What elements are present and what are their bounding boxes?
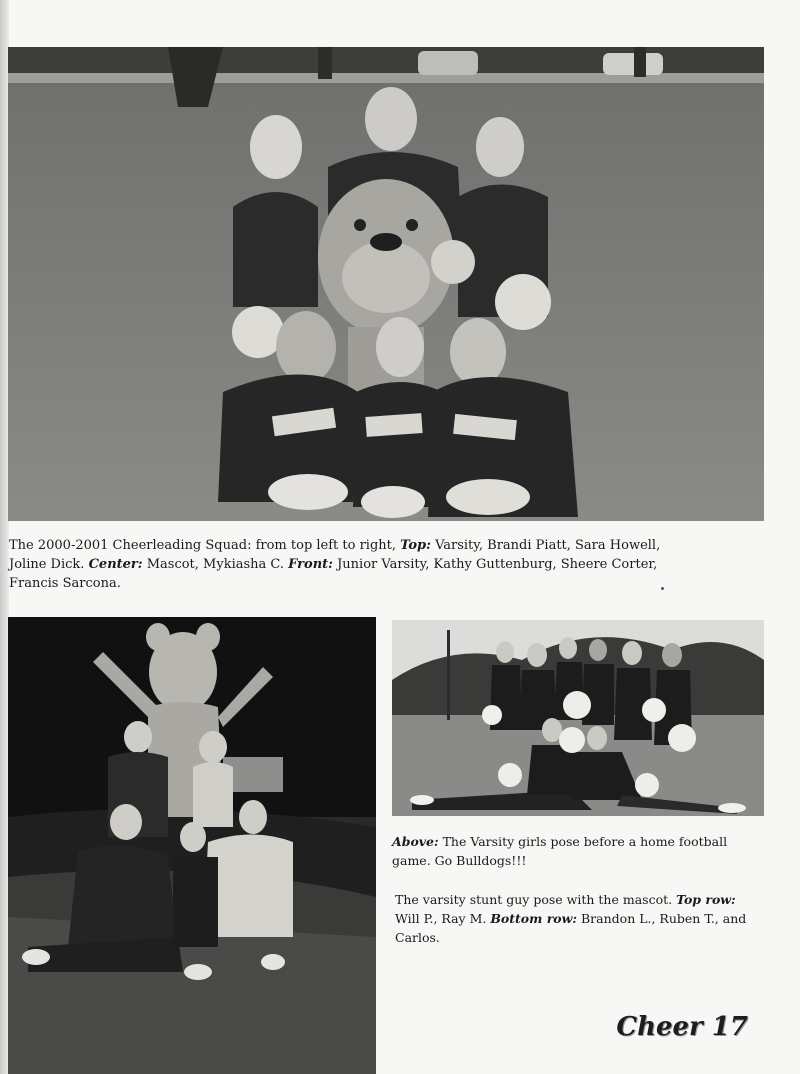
stunt-caption-lead: The varsity stunt guy pose with the mascot. (395, 892, 673, 907)
varsity-girls-caption (392, 832, 752, 870)
print-speck (661, 587, 664, 590)
cheer-squad-photo (8, 47, 764, 521)
varsity-girls-photo (392, 620, 764, 816)
stunt-caption-bottom-text: Brandon L., Ruben T., and Carlos. (395, 911, 747, 945)
squad-caption-lead: The 2000-2001 Cheerleading Squad: from top left to right, (9, 538, 397, 553)
page-label: Cheer 17 (616, 1012, 748, 1042)
squad-caption-center-text: Mascot, Mykiasha C. (146, 557, 285, 572)
squad-caption-front-text: Junior Varsity, Kathy Guttenburg, Sheere Corter, Francis Sarcona. (9, 557, 658, 591)
stunt-caption-bottom-label: Bottom row: (490, 911, 578, 926)
squad-caption-front-label: Front: (288, 557, 333, 572)
squad-caption-top-text: Varsity, Brandi Piatt, Sara Howell, Joline Dick. (9, 538, 661, 572)
squad-caption-center-label: Center: (88, 557, 143, 572)
varsity-girls-caption-label: Above: (392, 834, 439, 849)
varsity-girls-caption-text: The Varsity girls pose before a home football game. Go Bulldogs!!! (392, 834, 728, 868)
squad-caption-top-label: Top: (400, 538, 431, 553)
stunt-caption-top-label: Top row: (676, 892, 736, 907)
squad-caption (9, 536, 699, 593)
stunt-guys-caption (395, 890, 750, 947)
stunt-caption-top-text: Will P., Ray M. (395, 911, 487, 926)
stunt-guys-photo (8, 617, 376, 1074)
